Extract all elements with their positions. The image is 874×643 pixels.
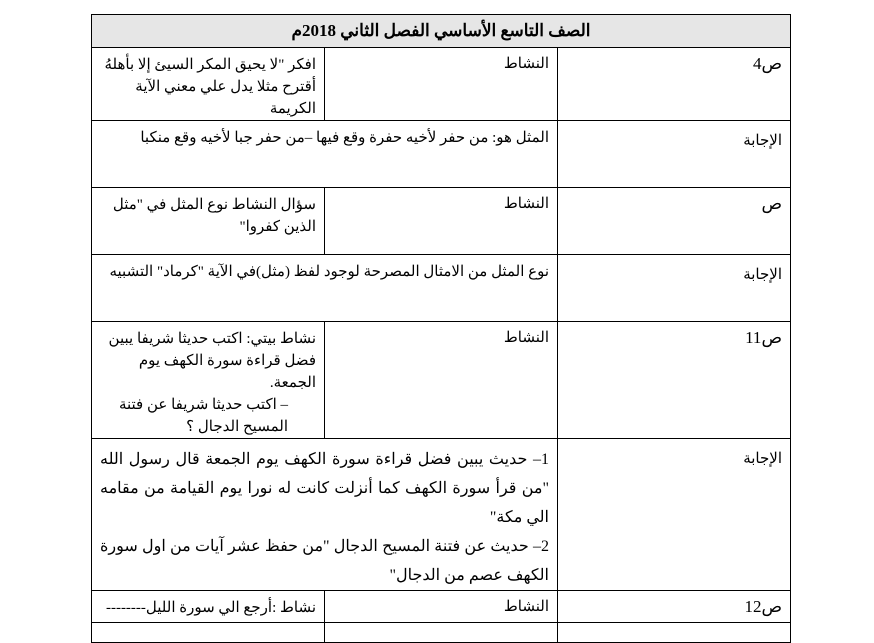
table-row xyxy=(92,591,791,623)
activity-label: النشاط xyxy=(325,322,558,439)
activity-text: نشاط :أرجع الي سورة الليل-------- xyxy=(92,591,325,623)
empty-cell xyxy=(92,623,325,643)
answer-label: الإجابة xyxy=(558,439,791,591)
empty-cell xyxy=(558,623,791,643)
table-row xyxy=(92,121,791,188)
document xyxy=(91,14,791,643)
answer-text: المثل هو: من حفر لأخيه حفرة وقع فيها –من حفر جبا لأخيه وقع منكبا xyxy=(92,121,558,188)
activity-text xyxy=(92,322,325,439)
activity-line: نشاط بيتي: اكتب حديثا شريفا يبين فضل قراءة سورة الكهف يوم الجمعة. xyxy=(108,331,316,391)
activity-label: النشاط xyxy=(325,48,558,121)
answer-text xyxy=(92,439,558,591)
table-row xyxy=(92,188,791,255)
page-number: ص xyxy=(558,188,791,255)
page-number: ص4 xyxy=(558,48,791,121)
activity-label: النشاط xyxy=(325,188,558,255)
answer-text: نوع المثل من الامثال المصرحة لوجود لفظ (مثل)في الآية "كرماد" التشبيه xyxy=(92,255,558,322)
table-row xyxy=(92,48,791,121)
table-row xyxy=(92,439,791,591)
table-row xyxy=(92,623,791,643)
activity-line: – اكتب حديثا شريفا عن فتنة المسيح الدجال ؟ xyxy=(118,397,288,435)
activity-text: افكر "لا يحيق المكر السيئ إلا بأهلهُ أقترح مثلا يدل علي معني الآية الكريمة xyxy=(92,48,325,121)
answer-line: 1– حديث يبين فضل قراءة سورة الكهف يوم الجمعة قال رسول الله "من قرأ سورة الكهف كما أنزلت كانت له نورا يوم القيامة من مقامه الي مكة" xyxy=(100,451,549,526)
activity-label: النشاط xyxy=(325,591,558,623)
page-number: ص11 xyxy=(558,322,791,439)
table-row xyxy=(92,255,791,322)
answer-label: الإجابة xyxy=(558,121,791,188)
page-title: الصف التاسع الأساسي الفصل الثاني 2018م xyxy=(92,15,791,48)
answer-label: الإجابة xyxy=(558,255,791,322)
activity-text: سؤال النشاط نوع المثل في "مثل الذين كفروا" xyxy=(92,188,325,255)
answer-line: 2– حديث عن فتنة المسيح الدجال "من حفظ عشر آيات من اول سورة الكهف عصم من الدجال" xyxy=(100,538,549,584)
table-row xyxy=(92,322,791,439)
lesson-table xyxy=(91,14,791,643)
empty-cell xyxy=(325,623,558,643)
page-number: ص12 xyxy=(558,591,791,623)
